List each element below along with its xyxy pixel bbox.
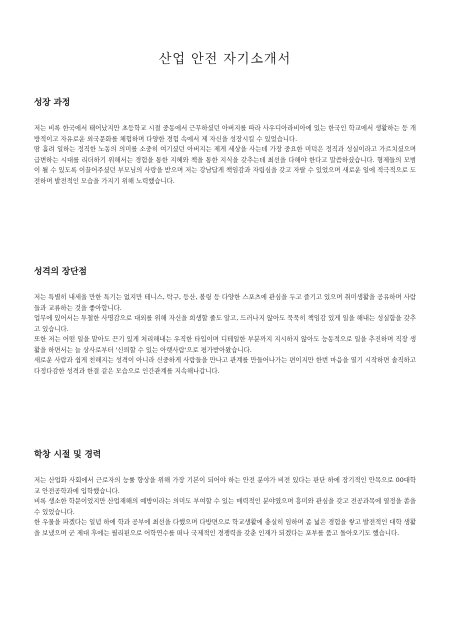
paragraph: 비록 생소한 학문이었지만 산업재해의 예방이라는 의미도 부여할 수 있는 매력적인 분야였으며 흥미와 관심을 갖고 전공과목에 열정을 쏟을 수 있었습니다. bbox=[34, 498, 416, 516]
paragraph: 업무에 있어서는 투철한 사명감으로 대외를 위해 자신을 희생할 줄도 알고, 드러나지 않아도 묵묵히 책임감 있게 일을 해내는 성실함을 갖추고 있습니다. bbox=[34, 315, 416, 333]
section-personality bbox=[34, 265, 416, 377]
paragraph: 저는 비록 한국에서 태어났지만 초등학교 시절 중동에서 근무하셨던 아버지를 따라 사우디아라비아에 있는 한국인 학교에서 생활하는 등 개방적이고 자유로운 외국문화를 체험하며 다양한 경험 속에서 제 자신을 성장시킬 수 있었습니다. bbox=[34, 125, 416, 143]
section-heading: 성격의 장단점 bbox=[34, 267, 87, 277]
section-growth bbox=[34, 96, 416, 187]
section-body bbox=[34, 476, 416, 539]
section-body bbox=[34, 124, 416, 187]
section-school-career bbox=[34, 448, 416, 539]
document-title: 산업 안전 자기소개서 bbox=[158, 52, 292, 67]
paragraph: 저는 산업화 사회에서 근로자의 능률 향상을 위해 가장 기본이 되어야 하는 안전 분야가 비전 있다는 판단 하에 장기적인 안목으로 00대학교 안전공학과에 입학했습니다. bbox=[34, 477, 416, 495]
paragraph: 새로운 사람과 쉽게 친해지는 성격이 아니라 신중하게 사람들을 만나고 관계를 만들어나가는 편이지만 한번 마음을 열기 시작하면 솔직하고 다정다감한 성격과 한결 같은 모습으로 인간관계를 지속해나갑니다. bbox=[34, 357, 416, 375]
section-heading: 학창 시절 및 경력 bbox=[34, 450, 102, 460]
paragraph: 한 우물을 파겠다는 일념 하에 학과 공부에 최선을 다했으며 다방면으로 학교생활에 충실히 임하며 좀 넓은 경험을 쌓고 발전적인 대학 생활을 보냈으며 군 제대 후에는 필리핀으로 어학연수를 떠나 국제적인 경쟁력을 갖춘 인재가 되겠다는 포부를 품고 돌아오기도 했습니다. bbox=[34, 519, 416, 537]
paragraph: 땀 흘려 일하는 정직한 노동의 의미를 소중히 여기셨던 아버지는 제게 세상을 사는데 가장 중요한 미덕은 정직과 성실이라고 가르치셨으며 급변하는 시대를 리더하기 위해서는 경험을 통한 지혜와 책을 통한 지식을 갖추는데 최선을 다해야 한다고 말씀하셨습니다. 형제들의 모범이 될 수 있도록 이끌어주셨던 부모님의 사랑을 받으며 저는 강남답게 책임감과 자립심을 갖고 자랄 수 있었으며 새로운 일에 적극적으로 도전하며 발전적인 모습을 가지기 위해 노력했습니다. bbox=[34, 146, 416, 185]
section-body bbox=[34, 293, 416, 377]
section-heading: 성장 과정 bbox=[34, 98, 71, 108]
paragraph: 저는 특별히 내세울 만한 특기는 없지만 테니스, 탁구, 등산, 볼링 등 다양한 스포츠에 관심을 두고 즐기고 있으며 취미생활을 공유하며 사람들과 교류하는 것을 좋아합니다. bbox=[34, 294, 416, 312]
paragraph: 또한 저는 어떤 일을 맡아도 끈기 있게 처리해내는 우직한 타입이며 디테일한 부분까지 지시하지 않아도 능동적으로 일을 추진하며 직장 생활을 하면서는 늘 상사로부터 '신뢰할 수 있는 아랫사람'으로 평가받아왔습니다. bbox=[34, 336, 416, 354]
